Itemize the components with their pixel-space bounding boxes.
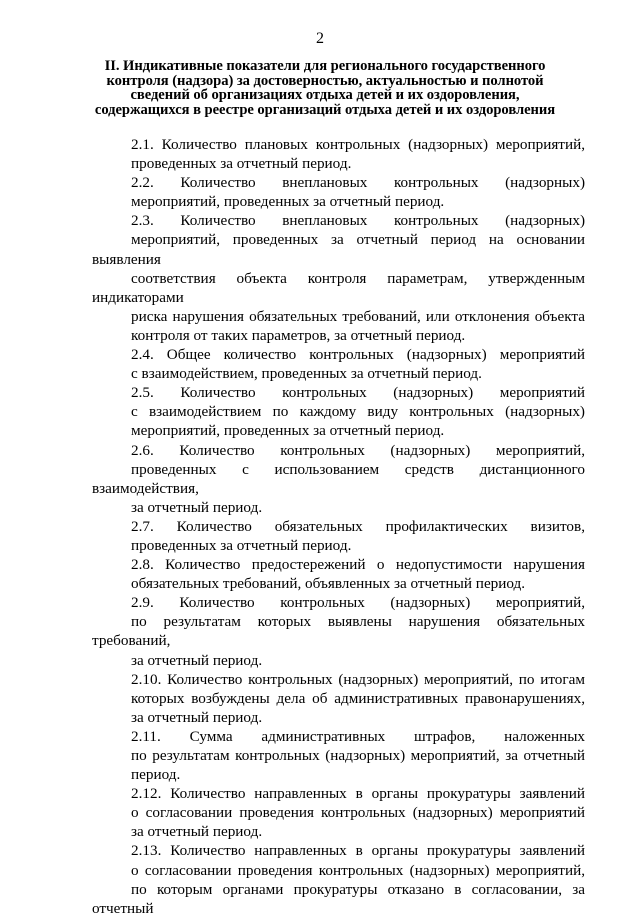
paragraph-line: за отчетный период. bbox=[131, 823, 263, 841]
indicator-paragraph bbox=[92, 441, 585, 517]
paragraph-line: по которым органами прокуратуры отказано в согласовании, за отчетный bbox=[92, 880, 585, 917]
paragraph-line: которых возбуждены дела об административных правонарушениях, bbox=[131, 689, 585, 707]
paragraph-line: за отчетный период. bbox=[131, 708, 263, 726]
paragraph-line: по результатам которых выявлены нарушения обязательных требований, bbox=[92, 613, 585, 650]
indicator-paragraph bbox=[92, 517, 585, 555]
paragraph-line: 2.1. Количество плановых контрольных (надзорных) мероприятий, bbox=[131, 136, 585, 153]
paragraph-line: 2.5. Количество контрольных (надзорных) мероприятий bbox=[131, 384, 585, 402]
paragraph-line: проведенных за отчетный период. bbox=[131, 155, 352, 173]
paragraph-line: риска нарушения обязательных требований, или отклонения объекта bbox=[131, 307, 585, 325]
paragraph-line: 2.9. Количество контрольных (надзорных) мероприятий, bbox=[131, 594, 585, 612]
paragraph-line: о согласовании проведения контрольных (надзорных) мероприятий bbox=[131, 804, 585, 822]
paragraph-line: 2.7. Количество обязательных профилактических визитов, bbox=[131, 517, 585, 535]
section-heading bbox=[60, 59, 590, 117]
page-number: 2 bbox=[316, 30, 324, 47]
paragraph-line: контроля от таких параметров, за отчетный период. bbox=[131, 326, 466, 344]
paragraph-line: за отчетный период. bbox=[131, 498, 263, 516]
heading-line: сведений об организациях отдыха детей и их оздоровления, bbox=[130, 87, 520, 103]
indicator-paragraph bbox=[92, 135, 585, 173]
indicator-paragraph bbox=[92, 670, 585, 727]
paragraph-line: 2.12. Количество направленных в органы прокуратуры заявлений bbox=[131, 785, 585, 803]
indicator-paragraph bbox=[92, 784, 585, 841]
heading-line: контроля (надзора) за достоверностью, актуальностью и полнотой bbox=[106, 72, 544, 89]
heading-line: II. Индикативные показатели для регионального государственного bbox=[104, 58, 546, 74]
paragraph-line: 2.10. Количество контрольных (надзорных) мероприятий, по итогам bbox=[131, 670, 585, 688]
paragraph-line: 2.8. Количество предостережений о недопустимости нарушения bbox=[131, 556, 585, 574]
paragraph-line: мероприятий, проведенных за отчетный период. bbox=[131, 193, 445, 211]
paragraph-line: по результатам контрольных (надзорных) мероприятий, за отчетный bbox=[131, 747, 585, 764]
paragraph-line: проведенных за отчетный период. bbox=[131, 536, 352, 554]
paragraph-line: 2.6. Количество контрольных (надзорных) мероприятий, bbox=[131, 441, 585, 459]
paragraph-line: за отчетный период. bbox=[131, 651, 263, 669]
paragraph-line: 2.11. Сумма административных штрафов, наложенных bbox=[131, 727, 585, 745]
paragraph-line: период. bbox=[131, 766, 181, 784]
indicator-paragraph bbox=[92, 345, 585, 383]
paragraph-line: 2.2. Количество внеплановых контрольных (надзорных) bbox=[131, 174, 585, 192]
indicator-paragraph bbox=[92, 555, 585, 593]
indicator-paragraph bbox=[92, 173, 585, 211]
paragraph-line: 2.3. Количество внеплановых контрольных (надзорных) bbox=[131, 212, 585, 230]
paragraph-line: 2.4. Общее количество контрольных (надзорных) мероприятий bbox=[131, 346, 585, 364]
paragraph-line: 2.13. Количество направленных в органы прокуратуры заявлений bbox=[131, 842, 585, 860]
paragraph-line: мероприятий, проведенных за отчетный период. bbox=[131, 422, 445, 440]
paragraph-line: соответствия объекта контроля параметрам, утвержденным индикаторами bbox=[92, 269, 585, 306]
indicator-paragraph bbox=[92, 727, 585, 784]
indicator-paragraph bbox=[92, 593, 585, 669]
heading-line: содержащихся в реестре организаций отдыха детей и их оздоровления bbox=[94, 101, 556, 118]
indicator-paragraph bbox=[92, 383, 585, 440]
paragraph-line: мероприятий, проведенных за отчетный период на основании выявления bbox=[92, 231, 585, 268]
indicator-paragraph bbox=[92, 841, 585, 917]
paragraph-line: обязательных требований, объявленных за отчетный период. bbox=[131, 575, 526, 593]
indicator-paragraph bbox=[92, 211, 585, 345]
paragraph-line: с взаимодействием, проведенных за отчетный период. bbox=[131, 365, 482, 383]
paragraph-line: о согласовании проведения контрольных (надзорных) мероприятий, bbox=[131, 861, 585, 879]
indicator-list bbox=[92, 135, 585, 918]
paragraph-line: проведенных с использованием средств дистанционного взаимодействия, bbox=[92, 460, 585, 497]
paragraph-line: с взаимодействием по каждому виду контрольных (надзорных) bbox=[131, 403, 585, 421]
